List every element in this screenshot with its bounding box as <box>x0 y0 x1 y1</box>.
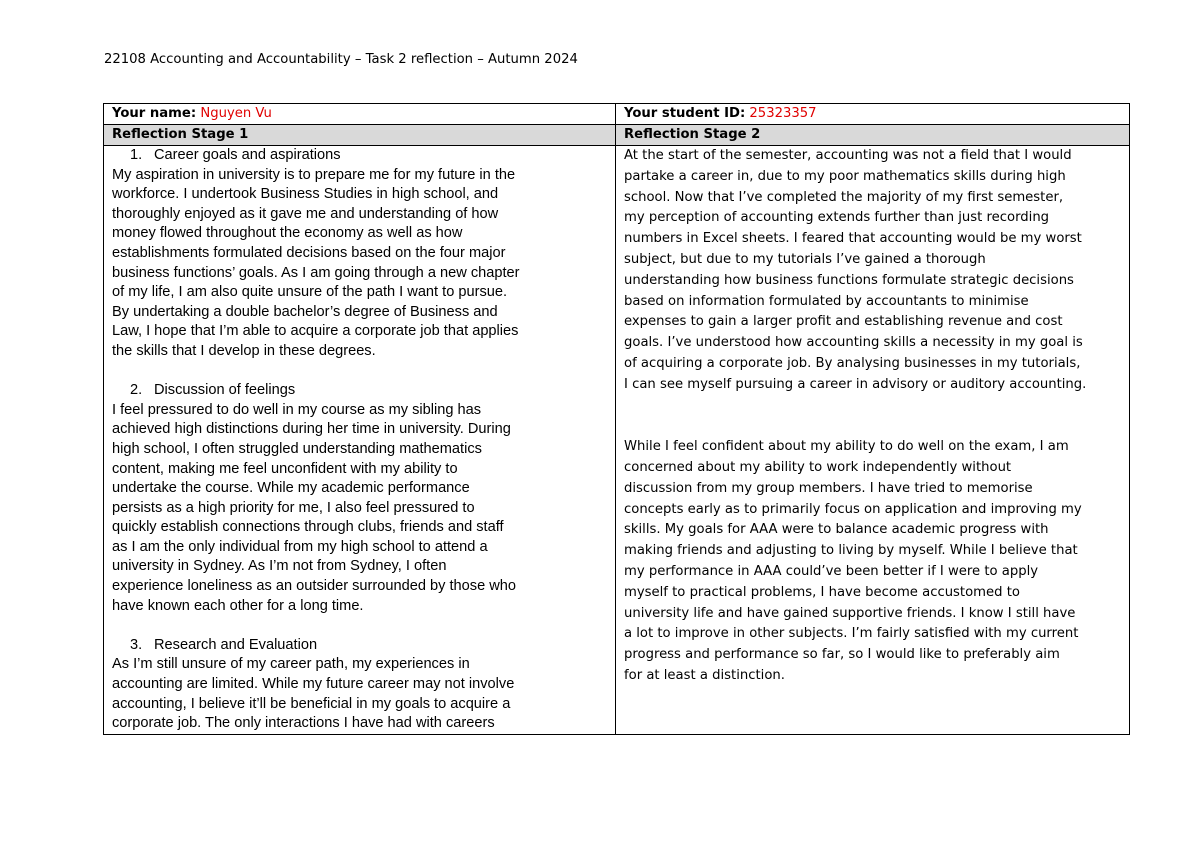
id-label: Your student ID: <box>624 106 746 121</box>
stage2-header-cell <box>616 125 1130 146</box>
text-line: I can see myself pursuing a career in advisory or auditory accounting. <box>624 376 1087 392</box>
text-line: my perception of accounting extends further than just recording <box>624 210 1050 226</box>
stage2-content-cell <box>616 146 1130 735</box>
section-heading <box>112 636 609 656</box>
text-line: my performance in AAA could’ve been better if I were to apply <box>624 563 1039 579</box>
student-info-row <box>104 104 1130 125</box>
text-line: understanding how business functions formulate strategic decisions <box>624 272 1074 288</box>
section-career-goals <box>112 146 609 362</box>
text-line: goals. I’ve understood how accounting skills a necessity in my goal is <box>624 335 1083 351</box>
text-line: making friends and adjusting to living by myself. While I believe that <box>624 543 1078 559</box>
text-line: establishments formulated decisions based on the four major <box>112 244 506 261</box>
text-line: subject, but due to my tutorials I’ve gained a thorough <box>624 251 986 267</box>
section-title: Discussion of feelings <box>154 382 296 399</box>
text-line: have known each other for a long time. <box>112 597 364 614</box>
text-line: university life and have gained supportive friends. I know I still have <box>624 605 1076 621</box>
text-line: As I’m still unsure of my career path, my experiences in <box>112 656 470 673</box>
student-id-value: 25323357 <box>749 106 817 121</box>
section-discussion-of-feelings <box>112 381 609 616</box>
section-title: Career goals and aspirations <box>154 147 341 163</box>
stage2-paragraph-1 <box>624 146 1123 396</box>
text-line: a lot to improve in other subjects. I’m fairly satisfied with my current <box>624 626 1079 642</box>
text-line: of acquiring a corporate job. By analysing businesses in my tutorials, <box>624 355 1081 371</box>
text-line: of my life, I am also quite unsure of the path I want to pursue. <box>112 284 508 301</box>
text-line: discussion from my group members. I have tried to memorise <box>624 480 1033 496</box>
stage1-content <box>112 146 609 734</box>
text-line: My aspiration in university is to prepare me for my future in the <box>112 166 516 183</box>
stage1-label: Reflection Stage 1 <box>112 127 249 142</box>
student-name-value: Nguyen Vu <box>200 106 272 121</box>
text-line: undertake the course. While my academic performance <box>112 480 470 497</box>
text-line: expenses to gain a larger profit and establishing revenue and cost <box>624 314 1063 330</box>
text-line: I feel pressured to do well in my course as my sibling has <box>112 401 482 418</box>
text-line: concerned about my ability to work independently without <box>624 459 1012 475</box>
stage2-paragraph-2 <box>624 437 1123 687</box>
text-line: based on information formulated by accountants to minimise <box>624 293 1029 309</box>
text-line: quickly establish connections through clubs, friends and staff <box>112 519 504 536</box>
paragraph-spacer <box>624 396 1123 438</box>
text-line: as I am the only individual from my high school to attend a <box>112 538 488 555</box>
text-line: for at least a distinction. <box>624 667 785 683</box>
text-line: experience loneliness as an outsider surrounded by those who <box>112 578 517 595</box>
section-research-and-evaluation <box>112 636 609 734</box>
section-heading <box>112 381 609 401</box>
text-line: Law, I hope that I’m able to acquire a corporate job that applies <box>112 323 519 340</box>
student-id-cell <box>616 104 1130 125</box>
text-line: corporate job. The only interactions I have had with careers <box>112 715 495 732</box>
text-line: accounting, I believe it’ll be beneficial in my goals to acquire a <box>112 695 511 712</box>
text-line: persists as a high priority for me, I also feel pressured to <box>112 499 475 516</box>
student-name-cell <box>104 104 616 125</box>
section-number: 1. <box>130 147 143 163</box>
document-title: 22108 Accounting and Accountability – Task 2 reflection – Autumn 2024 <box>104 52 578 67</box>
reflection-table <box>103 103 1130 735</box>
text-line: partake a career in, due to my poor mathematics skills during high <box>624 168 1066 184</box>
text-line: accounting are limited. While my future career may not involve <box>112 676 515 693</box>
reflection-body-row <box>104 146 1130 735</box>
section-text <box>112 401 609 617</box>
text-line: progress and performance so far, so I would like to preferably aim <box>624 647 1060 663</box>
text-line: the skills that I develop in these degrees. <box>112 342 376 359</box>
text-line: workforce. I undertook Business Studies in high school, and <box>112 186 499 203</box>
text-line: While I feel confident about my ability to do well on the exam, I am <box>624 439 1069 455</box>
text-line: At the start of the semester, accounting was not a field that I would <box>624 148 1072 163</box>
stage1-header-cell <box>104 125 616 146</box>
name-label: Your name: <box>112 106 197 121</box>
section-title: Research and Evaluation <box>154 636 318 653</box>
text-line: numbers in Excel sheets. I feared that accounting would be my worst <box>624 231 1082 247</box>
section-heading <box>112 146 609 166</box>
stage-header-row <box>104 125 1130 146</box>
text-line: myself to practical problems, I have become accustomed to <box>624 584 1020 600</box>
section-number: 3. <box>130 636 143 653</box>
section-number: 2. <box>130 382 143 399</box>
text-line: school. Now that I’ve completed the majority of my first semester, <box>624 189 1064 205</box>
text-line: By undertaking a double bachelor’s degree of Business and <box>112 303 498 320</box>
text-line: high school, I often struggled understanding mathematics <box>112 440 482 457</box>
text-line: concepts early as to primarily focus on application and improving my <box>624 501 1082 517</box>
text-line: business functions’ goals. As I am going through a new chapter <box>112 264 520 281</box>
section-text <box>112 166 609 362</box>
text-line: content, making me feel unconfident with my ability to <box>112 460 458 477</box>
text-line: thoroughly enjoyed as it gave me and understanding of how <box>112 205 499 222</box>
stage2-label: Reflection Stage 2 <box>624 127 761 142</box>
text-line: money flowed throughout the economy as well as how <box>112 225 463 242</box>
section-spacer <box>112 616 609 636</box>
text-line: achieved high distinctions during her time in university. During <box>112 421 511 438</box>
text-line: skills. My goals for AAA were to balance academic progress with <box>624 522 1049 538</box>
section-text <box>112 655 609 733</box>
stage1-content-cell <box>104 146 616 735</box>
text-line: university in Sydney. As I’m not from Sydney, I often <box>112 558 447 575</box>
section-spacer <box>112 362 609 382</box>
